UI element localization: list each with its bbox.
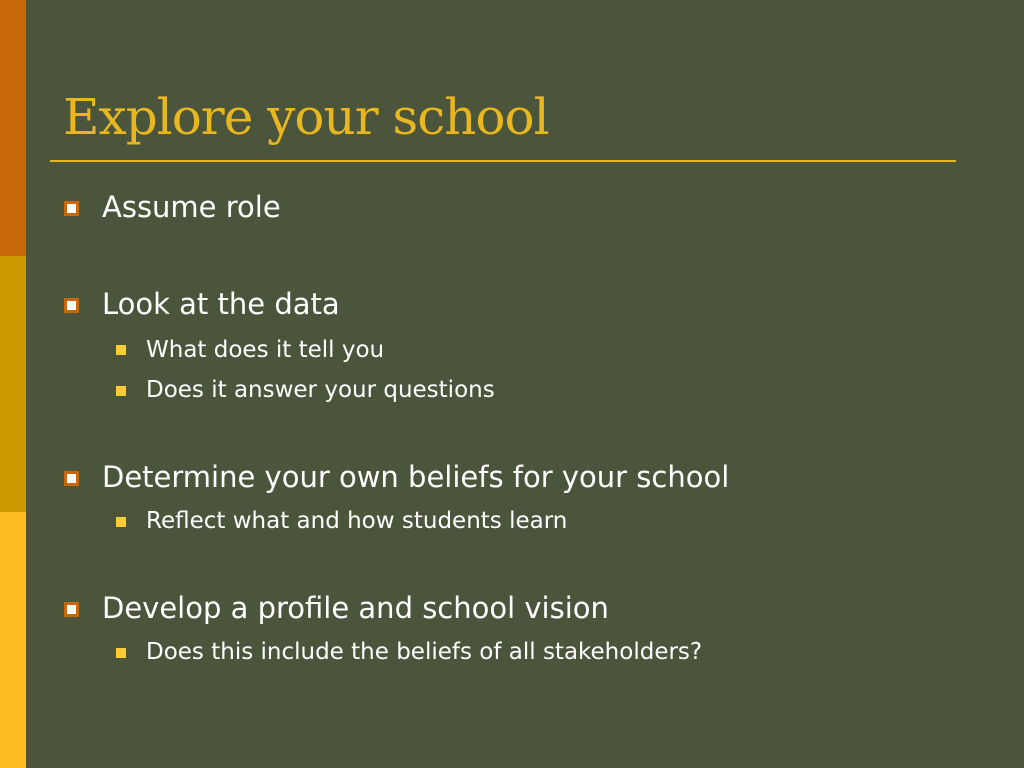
square-bullet-icon <box>64 298 79 313</box>
slide-title: Explore your school <box>63 88 549 146</box>
square-bullet-icon <box>64 471 79 486</box>
bullet-item: Assume role <box>102 190 281 224</box>
sub-bullet-icon <box>116 517 126 527</box>
bullet-item: Develop a profile and school vision <box>102 591 609 625</box>
sub-bullet-item: Reflect what and how students learn <box>146 508 568 534</box>
sub-bullet-icon <box>116 648 126 658</box>
sub-bullet-icon <box>116 386 126 396</box>
bullet-item: Determine your own beliefs for your school <box>102 460 730 494</box>
square-bullet-icon <box>64 201 79 216</box>
sub-bullet-item: What does it tell you <box>146 337 385 363</box>
sub-bullet-item: Does this include the beliefs of all stakeholders? <box>146 639 703 665</box>
square-bullet-icon <box>64 602 79 617</box>
sub-bullet-item: Does it answer your questions <box>146 377 495 403</box>
sub-bullet-icon <box>116 345 126 355</box>
bullet-item: Look at the data <box>102 287 340 321</box>
